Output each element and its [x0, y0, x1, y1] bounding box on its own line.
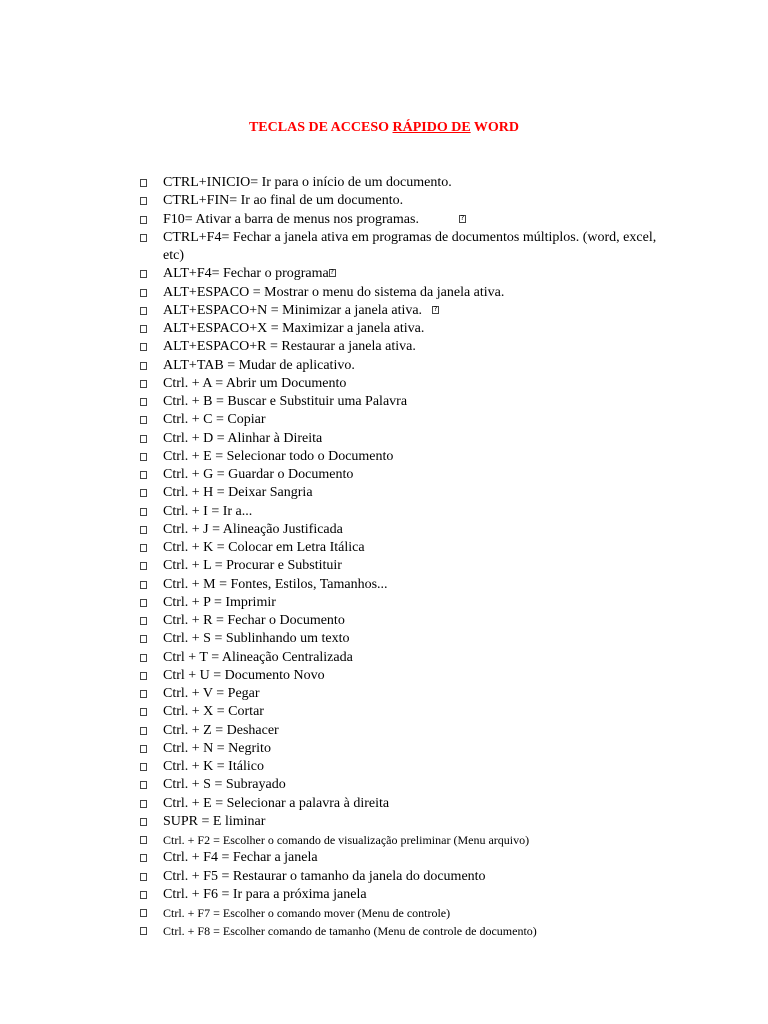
- list-item: [140, 685, 660, 703]
- bullet-box-icon: [140, 197, 147, 205]
- list-item: [140, 813, 660, 831]
- list-item: [140, 886, 660, 904]
- list-item: [140, 484, 660, 502]
- list-item: [140, 338, 660, 356]
- list-item-text: ALT+ESPACO+X = Maximizar a janela ativa.: [163, 321, 425, 336]
- bullet-box-icon: [140, 453, 147, 461]
- document-title: [0, 118, 768, 138]
- list-item: [140, 211, 660, 229]
- list-item-text: Ctrl. + D = Alinhar à Direita: [163, 430, 323, 446]
- list-item: [140, 521, 660, 539]
- list-item-text: Ctrl. + G = Guardar o Documento: [163, 467, 354, 482]
- list-item-text: ALT+ESPACO = Mostrar o menu do sistema da janela ativa.: [163, 284, 505, 300]
- bullet-box-icon: [140, 508, 147, 516]
- list-item: [140, 649, 660, 667]
- bullet-box-icon: [140, 216, 147, 224]
- bullet-box-icon: [140, 635, 147, 643]
- bullet-box-icon: [140, 289, 147, 297]
- list-item: [140, 776, 660, 794]
- title-part-2-underlined: RÁPIDO DE: [392, 120, 471, 135]
- list-item-text: Ctrl. + X = Cortar: [163, 704, 264, 720]
- title-part-1: TECLAS DE ACCESO: [248, 120, 393, 135]
- bullet-box-icon: [140, 818, 147, 826]
- bullet-box-icon: [140, 927, 147, 935]
- list-item-text: Ctrl. + S = Subrayado: [163, 777, 286, 793]
- list-item-text: Ctrl. + J = Alineação Justificada: [163, 521, 343, 537]
- bullet-box-icon: [140, 270, 147, 278]
- list-item: [140, 466, 660, 484]
- list-item-text: Ctrl. + H = Deixar Sangria: [163, 485, 313, 501]
- missing-glyph-icon: [329, 269, 336, 277]
- bullet-box-icon: [140, 179, 147, 187]
- list-item: [140, 740, 660, 758]
- bullet-box-icon: [140, 854, 147, 862]
- bullet-box-icon: [140, 873, 147, 881]
- list-item: [140, 922, 660, 940]
- list-item: [140, 758, 660, 776]
- bullet-box-icon: [140, 416, 147, 424]
- bullet-box-icon: [140, 781, 147, 789]
- list-item-text: Ctrl. + F7 = Escolher o comando mover (Menu de controle): [163, 906, 451, 920]
- bullet-box-icon: [140, 909, 147, 917]
- list-item: [140, 795, 660, 813]
- list-item-text: Ctrl. + F4 = Fechar a janela: [163, 850, 318, 866]
- list-item-text: CTRL+INICIO= Ir para o início de um documento.: [163, 175, 452, 190]
- shortcut-list: [140, 174, 660, 941]
- list-item: [140, 393, 660, 411]
- list-item-text: Ctrl + T = Alineação Centralizada: [163, 649, 353, 665]
- bullet-box-icon: [140, 727, 147, 735]
- list-item: [140, 612, 660, 630]
- list-item: [140, 576, 660, 594]
- list-item-text: Ctrl. + K = Colocar em Letra Itálica: [163, 540, 365, 555]
- bullet-box-icon: [140, 380, 147, 388]
- list-item: [140, 284, 660, 302]
- list-item-text: Ctrl. + C = Copiar: [163, 412, 266, 428]
- list-item: [140, 539, 660, 557]
- list-item-text: Ctrl. + P = Imprimir: [163, 594, 276, 610]
- list-item: [140, 703, 660, 721]
- bullet-box-icon: [140, 745, 147, 753]
- list-item-text: Ctrl. + R = Fechar o Documento: [163, 613, 345, 628]
- list-item-text: Ctrl. + E = Selecionar a palavra à direita: [163, 795, 390, 811]
- bullet-box-icon: [140, 307, 147, 315]
- list-item: [140, 411, 660, 429]
- list-item-text: Ctrl. + F6 = Ir para a próxima janela: [163, 886, 367, 902]
- bullet-box-icon: [140, 581, 147, 589]
- list-item-text: Ctrl. + I = Ir a...: [163, 503, 253, 519]
- missing-glyph-icon: [459, 215, 466, 223]
- missing-glyph-icon: [432, 306, 439, 314]
- bullet-box-icon: [140, 471, 147, 479]
- list-item: [140, 667, 660, 685]
- bullet-box-icon: [140, 343, 147, 351]
- bullet-box-icon: [140, 599, 147, 607]
- bullet-box-icon: [140, 398, 147, 406]
- bullet-box-icon: [140, 654, 147, 662]
- list-item: [140, 630, 660, 648]
- list-item: [140, 503, 660, 521]
- bullet-box-icon: [140, 489, 147, 497]
- list-item: [140, 430, 660, 448]
- list-item-text: Ctrl. + E = Selecionar todo o Documento: [163, 448, 394, 464]
- list-item-text: Ctrl. + K = Itálico: [163, 759, 264, 774]
- list-item: [140, 722, 660, 740]
- list-item-text: Ctrl. + N = Negrito: [163, 740, 271, 756]
- list-item: [140, 357, 660, 375]
- bullet-box-icon: [140, 435, 147, 443]
- list-item-text: ALT+TAB = Mudar de aplicativo.: [163, 357, 355, 373]
- list-item: [140, 868, 660, 886]
- list-item-text: ALT+F4= Fechar o programa: [163, 266, 329, 282]
- bullet-box-icon: [140, 763, 147, 771]
- list-item: [140, 849, 660, 867]
- list-item: [140, 229, 660, 266]
- bullet-box-icon: [140, 526, 147, 534]
- list-item-text: Ctrl. + V = Pegar: [163, 686, 260, 701]
- list-item: [140, 557, 660, 575]
- list-item-text: Ctrl. + F8 = Escolher comando de tamanho (Menu de controle de documento): [163, 924, 537, 939]
- list-item-text: Ctrl. + M = Fontes, Estilos, Tamanhos...: [163, 576, 388, 592]
- bullet-box-icon: [140, 617, 147, 625]
- list-item: [140, 594, 660, 612]
- list-item: [140, 192, 660, 210]
- list-item-text: SUPR = E liminar: [163, 813, 266, 829]
- list-item-text: Ctrl. + A = Abrir um Documento: [163, 375, 347, 391]
- list-item-text: CTRL+FIN= Ir ao final de um documento.: [163, 193, 404, 209]
- list-item: [140, 265, 660, 283]
- bullet-box-icon: [140, 362, 147, 370]
- list-item: [140, 904, 660, 922]
- list-item: [140, 174, 660, 192]
- bullet-box-icon: [140, 234, 147, 242]
- bullet-box-icon: [140, 672, 147, 680]
- list-item-text: Ctrl. + F5 = Restaurar o tamanho da janela do documento: [163, 868, 486, 884]
- title-part-3: WORD: [470, 120, 520, 135]
- list-item: [140, 448, 660, 466]
- list-item-text: Ctrl. + Z = Deshacer: [163, 722, 279, 738]
- list-item-text: Ctrl. + L = Procurar e Substituir: [163, 558, 342, 574]
- list-item: [140, 320, 660, 338]
- list-item-text: F10= Ativar a barra de menus nos programas.: [163, 211, 419, 227]
- list-item-text: CTRL+F4= Fechar a janela ativa em programas de documentos múltiplos. (word, excel, etc): [163, 229, 657, 263]
- list-item: [140, 831, 660, 849]
- list-item: [140, 302, 660, 320]
- list-item: [140, 375, 660, 393]
- list-item-text: Ctrl + U = Documento Novo: [163, 667, 325, 683]
- bullet-box-icon: [140, 836, 147, 844]
- bullet-box-icon: [140, 562, 147, 570]
- bullet-box-icon: [140, 891, 147, 899]
- list-item-text: Ctrl. + B = Buscar e Substituir uma Palavra: [163, 394, 408, 409]
- list-item-text: Ctrl. + F2 = Escolher o comando de visualização preliminar (Menu arquivo): [163, 833, 530, 847]
- bullet-box-icon: [140, 690, 147, 698]
- bullet-box-icon: [140, 800, 147, 808]
- list-item-text: ALT+ESPACO+R = Restaurar a janela ativa.: [163, 339, 416, 355]
- bullet-box-icon: [140, 325, 147, 333]
- list-item-text: ALT+ESPACO+N = Minimizar a janela ativa.: [163, 302, 423, 318]
- bullet-box-icon: [140, 708, 147, 716]
- list-item-text: Ctrl. + S = Sublinhando um texto: [163, 631, 350, 647]
- bullet-box-icon: [140, 544, 147, 552]
